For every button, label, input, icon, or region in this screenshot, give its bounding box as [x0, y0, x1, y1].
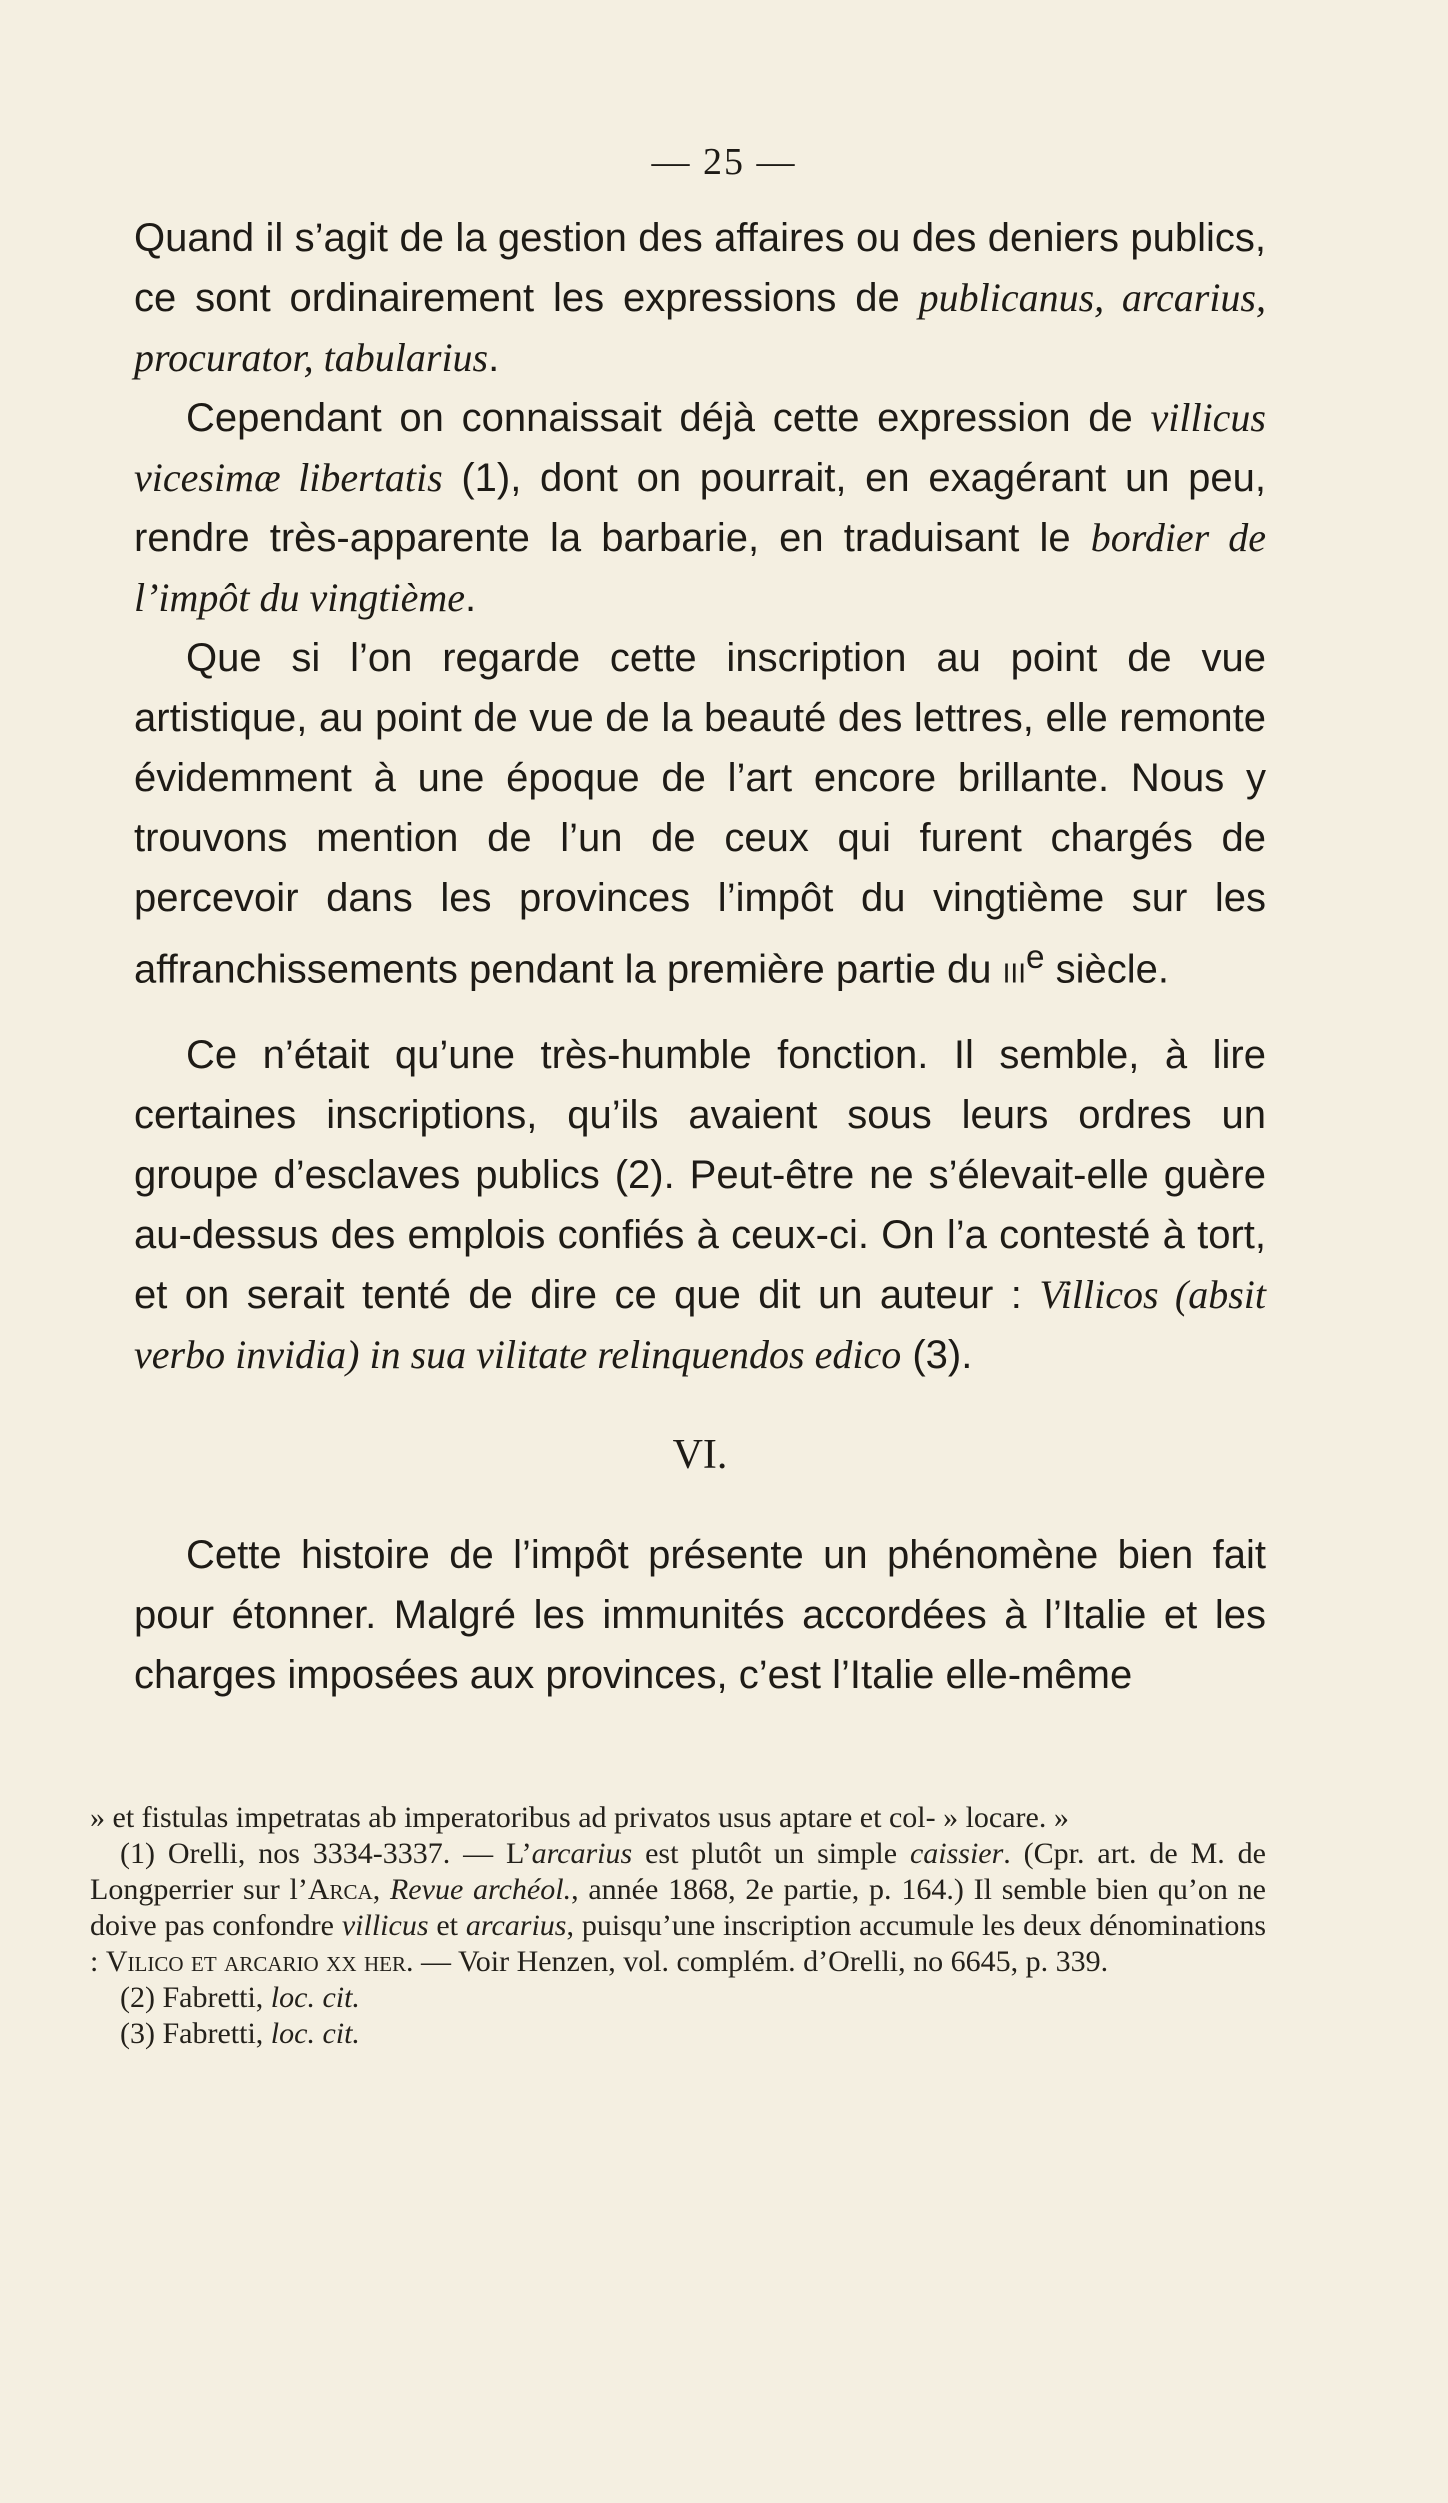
italic-term: villicus — [341, 1909, 429, 1942]
footnote-continuation: » et fistulas impetratas ab imperatoribus ad privatos usus aptare et col- » locare. » — [90, 1801, 1069, 1834]
italic-term: villicus vicesimæ libertatis — [134, 395, 1266, 500]
text-run: . (Cpr. art. de M. de Longperrier sur l’ — [90, 1837, 1267, 1906]
superscript: e — [1026, 939, 1045, 976]
paragraph-2 — [134, 388, 1266, 628]
text-run: Cependant on connaissait déjà cette expression de — [186, 396, 1151, 440]
section-heading: VI. — [672, 1432, 728, 1479]
text-run: Quand il s’agit de la gestion des affaires ou des deniers publics, ce sont ordinairement les expressions de — [134, 216, 1266, 320]
text-run: est plutôt un simple — [632, 1837, 910, 1870]
italic-term: bordier de l’impôt du vingtième — [134, 515, 1266, 620]
footnote-3 — [90, 2016, 1266, 2052]
italic-title: Revue archéol. — [389, 1873, 572, 1906]
footnote-2 — [90, 1980, 1266, 2016]
text-run: et — [428, 1909, 466, 1942]
text-run: Ce n’était qu’une très-humble fonction. Il semble, à lire certaines inscriptions, qu’ils avaient sous leurs ordres un groupe d’esclaves publics (2). Peut-être ne s’élevait-elle guère au-dessus des emplois confiés à ceux-ci. On l’a contesté à tort, et on serait tenté de dire ce que dit un auteur : — [134, 1033, 1266, 1318]
century-numeral: iii — [1002, 947, 1026, 992]
small-caps-inscription: Vilico et arcario xx her. — [105, 1945, 414, 1978]
text-run: (2) Fabretti, — [120, 1981, 271, 2014]
text-run: (1) Orelli, nos 3334-3337. — L’ — [120, 1837, 532, 1870]
italic-term: loc. cit. — [270, 1981, 360, 2014]
text-run: , — [372, 1873, 390, 1906]
small-caps-term: Arca — [307, 1873, 373, 1906]
text-run: (3). — [901, 1333, 973, 1378]
text-run: , puisqu’une inscription accumule les deux dénominations : — [90, 1909, 1266, 1978]
italic-term: publicanus, arcarius, procurator, tabularius — [134, 275, 1266, 380]
text-run: , année 1868, 2e partie, p. 164.) Il semble bien qu’on ne doive pas confondre — [90, 1873, 1266, 1942]
text-run: (1), dont on pourrait, en exagérant un peu, rendre très-apparente la barbarie, en traduisant le — [134, 456, 1267, 560]
paragraph-5 — [134, 1525, 1266, 1705]
text-run: Que si l’on regarde cette inscription au point de vue artistique, au point de vue de la beauté des lettres, elle remonte évidemment à une époque de l’art encore brillante. Nous y trouvons mention de l’un de ceux qui furent chargés de percevoir dans les provinces l’impôt du vingtième sur les affranchissements pendant la première partie du — [134, 636, 1266, 992]
footnote-1 — [90, 1836, 1266, 1980]
page-number: — 25 — — [651, 141, 797, 183]
paragraph-4 — [134, 1025, 1266, 1385]
footnotes — [90, 1800, 1266, 2052]
italic-term: loc. cit. — [270, 2017, 360, 2050]
italic-term: arcarius — [531, 1837, 633, 1870]
text-run: . — [488, 336, 500, 380]
italic-quote: Villicos (absit verbo invidia) in sua vilitate relinquendos edico — [134, 1272, 1267, 1378]
text-run: Cette histoire de l’impôt présente un phénomène bien fait pour étonner. Malgré les immunités accordées à l’Italie et les charges imposées aux provinces, c’est l’Italie elle-même — [134, 1533, 1266, 1698]
paragraph-3 — [134, 628, 1266, 999]
text-run: (3) Fabretti, — [120, 2017, 271, 2050]
main-text — [134, 208, 1266, 1705]
text-run: siècle. — [1044, 947, 1170, 992]
text-run: — Voir Henzen, vol. complém. d’Orelli, no 6645, p. 339. — [413, 1945, 1109, 1978]
italic-term: arcarius — [465, 1909, 567, 1942]
italic-term: caissier — [909, 1837, 1004, 1870]
text-run: . — [465, 576, 477, 620]
paragraph-1 — [134, 208, 1266, 388]
